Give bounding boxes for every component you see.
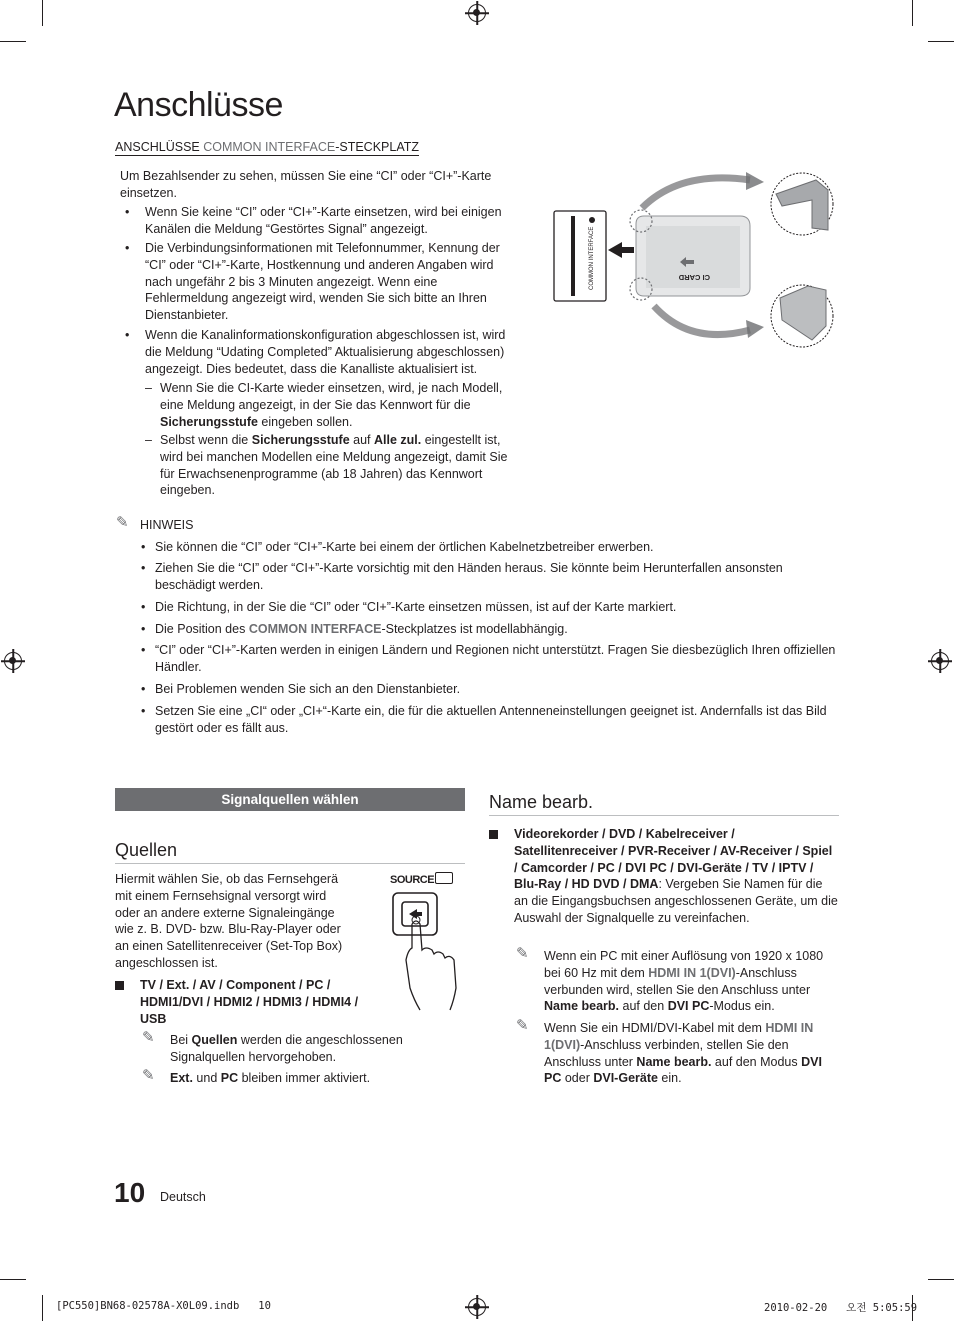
footer-date: 2010-02-20 오전 5:05:59 <box>764 1302 918 1314</box>
slot-label: COMMON INTERFACE <box>589 226 595 290</box>
name-bearb-note: Wenn ein PC mit einer Auflösung von 1920 x 1080 bei 60 Hz mit dem HDMI IN 1(DVI)-Anschluss verbunden wird, stellen Sie den Anschluss unter Name bearb. auf den DVI PC-Modus ein. <box>544 949 824 1014</box>
ci-bullet: • Wenn die Kanalinformationskonfiguration abgeschlossen ist, wird die Meldung “Udating Completed” Aktualisierung abgeschlossen) angezeigt. Dies bedeutet, dass die Kanalliste aktualisiert ist. <box>125 328 506 376</box>
registration-mark-icon <box>468 4 486 22</box>
section-heading-ci: ANSCHLÜSSE COMMON INTERFACE-STECKPLATZ <box>115 140 419 154</box>
pencil-note-icon: ✎ <box>116 514 129 531</box>
crop-mark <box>912 0 913 26</box>
pencil-note-icon: ✎ <box>142 1067 155 1084</box>
registration-mark-icon <box>931 652 949 670</box>
crop-mark <box>928 1279 954 1280</box>
hinweis-item: • Bei Problemen wenden Sie sich an den Dienstanbieter. <box>141 682 461 696</box>
name-bearb-list-item: Videorekorder / DVD / Kabelreceiver / Satellitenreceiver / PVR-Receiver / AV-Receiver / Spiel / Camcorder / PC / DVI PC / DVI-Geräte / TV / IPTV / Blu-Ray / HD DVD / DMA: Vergeben Sie Namen für die an die Eingangsbuchsen angeschlossenen Geräte, um die Auswahl der Signalquelle zu vereinfachen. <box>514 827 838 925</box>
hinweis-item: • Sie können die “CI” oder “CI+”-Karte bei einem der örtlichen Kabelnetzbetreiber erwerben. <box>141 540 654 554</box>
card-label: CI CARD <box>678 273 710 282</box>
ci-dash-item: – Wenn Sie die CI-Karte wieder einsetzen, wird, je nach Modell, eine Meldung angezeigt, in der Sie das Kennwort für die Sicherungsstufe eingeben sollen. <box>145 381 503 429</box>
quellen-heading: Quellen <box>115 840 178 860</box>
quellen-note: Bei Quellen werden die angeschlossenen Signalquellen hervorgehoben. <box>170 1033 403 1064</box>
ci-dash-item: – Selbst wenn die Sicherungsstufe auf Alle zul. eingestellt ist, wird bei manchen Modellen eine Meldung angezeigt, damit Sie für Erwachsenenprogramme (ab 18 Jahren) das Kennwort eingeben. <box>145 433 508 498</box>
name-bearb-heading: Name bearb. <box>489 792 594 812</box>
hinweis-item: • Setzen Sie eine „CI“ oder „CI+“-Karte ein, die für die aktuellen Antenneneinstellungen geeignet ist. Andernfalls ist das Bild gestört oder es fällt aus. <box>141 704 827 735</box>
pencil-note-icon: ✎ <box>142 1029 155 1046</box>
crop-mark <box>42 1295 43 1321</box>
page-title: Anschlüsse <box>114 86 283 124</box>
registration-mark-icon <box>4 652 22 670</box>
name-bearb-note: Wenn Sie ein HDMI/DVI-Kabel mit dem HDMI IN 1(DVI)-Anschluss verbinden, stellen Sie den Anschluss unter Name bearb. auf den Modus DVI PC oder DVI-Geräte ein. <box>544 1021 822 1086</box>
hinweis-item: • Die Richtung, in der Sie die “CI” oder “CI+”-Karte einsetzen müssen, ist auf der Karte markiert. <box>141 600 677 614</box>
ci-bullet: • Die Verbindungsinformationen mit Telefonnummer, Kennung der “CI” oder “CI+”-Karte, Hostkennung und anderen Angaben wird nach ungefähr 2 bis 3 Minuten angezeigt. Wenn eine Fehlermeldung angezeigt wird, wenden Sie sich bitte an Ihren Dienstanbieter. <box>125 241 500 323</box>
section-bar-signalquellen: Signalquellen wählen <box>115 788 465 811</box>
hinweis-label: HINWEIS <box>140 518 194 532</box>
ci-card-illustration <box>550 170 840 350</box>
hinweis-item: • Die Position des COMMON INTERFACE-Steckplatzes ist modellabhängig. <box>141 622 568 636</box>
list-bullet-square <box>489 830 498 839</box>
list-bullet-square <box>115 981 124 990</box>
footer-file-info: [PC550]BN68-02578A-X0L09.indb 10 <box>56 1300 271 1312</box>
quellen-underline <box>115 863 465 864</box>
ci-intro: Um Bezahlsender zu sehen, müssen Sie eine “CI” oder “CI+”-Karte einsetzen. <box>120 169 492 200</box>
hinweis-item: • “CI” oder “CI+”-Karten werden in einigen Ländern und Regionen nicht unterstützt. Fragen Sie diesbezüglich Ihren offiziellen Händler. <box>141 643 836 674</box>
crop-mark <box>928 41 954 42</box>
pencil-note-icon: ✎ <box>516 1017 529 1034</box>
crop-mark <box>42 0 43 26</box>
page-language: Deutsch <box>160 1190 206 1204</box>
crop-mark <box>0 1279 26 1280</box>
source-label: SOURCE <box>390 872 453 886</box>
quellen-description: Hiermit wählen Sie, ob das Fernsehgerä mit einem Fernsehsignal versorgt wird oder an andere externe Signaleingänge wie z. B. DVD- bzw. Blu-Ray-Player oder an einen Satellitenreceiver (Set-Top Box) angeschlossen ist. <box>115 872 343 970</box>
page-number: 10 <box>114 1177 146 1208</box>
registration-mark-icon <box>468 1298 486 1316</box>
remote-hand-icon <box>388 888 468 1018</box>
name-bearb-underline <box>489 815 839 816</box>
ci-bullet: • Wenn Sie keine “CI” oder “CI+”-Karte einsetzen, wird bei einigen Kanälen die Meldung “Gestörtes Signal” angezeigt. <box>125 205 502 236</box>
pencil-note-icon: ✎ <box>516 945 529 962</box>
crop-mark <box>0 41 26 42</box>
hinweis-item: • Ziehen Sie die “CI” oder “CI+”-Karte vorsichtig mit den Händen heraus. Sie könnte beim Herunterfallen ansonsten beschädigt werden. <box>141 561 783 592</box>
quellen-list-item: TV / Ext. / AV / Component / PC / HDMI1/DVI / HDMI2 / HDMI3 / HDMI4 / USB <box>140 978 359 1026</box>
quellen-note: Ext. und PC bleiben immer aktiviert. <box>170 1071 371 1085</box>
